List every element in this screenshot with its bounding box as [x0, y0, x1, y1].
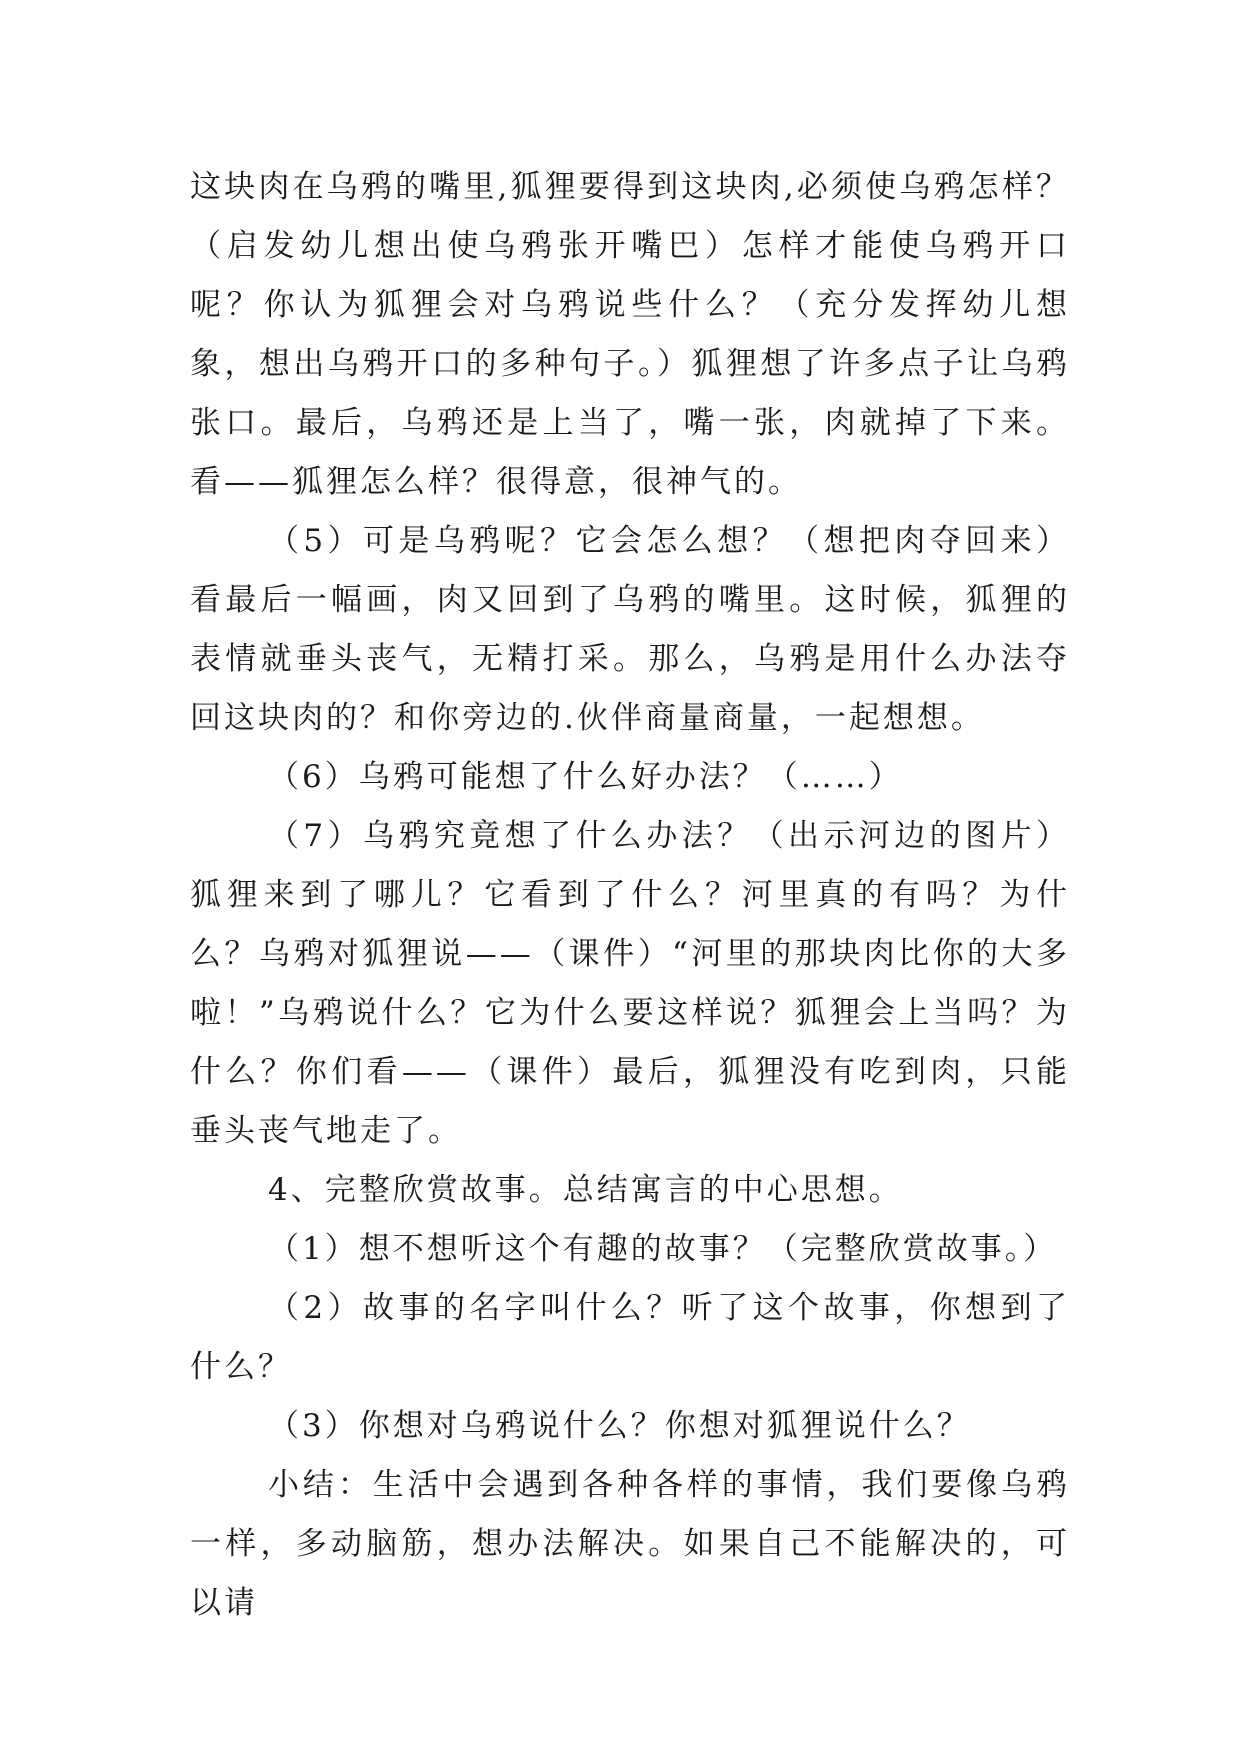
paragraph-1: 这块肉在乌鸦的嘴里,狐狸要得到这块肉,必须使乌鸦怎样？（启发幼儿想出使乌鸦张开嘴巴）怎样才能使乌鸦开口呢？你认为狐狸会对乌鸦说些什么？（充分发挥幼儿想象，想出乌鸦开口的多种句子。）狐狸想了许多点子让乌鸦张口。最后，乌鸦还是上当了，嘴一张，肉就掉了下来。看——狐狸怎么样？很得意，很神气的。 — [190, 169, 1070, 500]
paragraph-5: 4、完整欣赏故事。总结寓言的中心思想。 — [268, 1172, 903, 1208]
paragraph-6: （1）想不想听这个有趣的故事？（完整欣赏故事。） — [268, 1231, 1058, 1267]
paragraph-3: （6）乌鸦可能想了什么好办法？（……） — [268, 759, 903, 795]
paragraph-8: （3）你想对乌鸦说什么？你想对狐狸说什么？ — [268, 1408, 971, 1444]
paragraph-2: （5）可是乌鸦呢？它会怎么想？（想把肉夺回来）看最后一幅画，肉又回到了乌鸦的嘴里。这时候，狐狸的表情就垂头丧气，无精打采。那么，乌鸦是用什么办法夺回这块肉的？和你旁边的.伙伴商量商量，一起想想。 — [190, 523, 1070, 736]
paragraph-7: （2）故事的名字叫什么？听了这个故事，你想到了什么？ — [190, 1290, 1070, 1385]
paragraph-9: 小结：生活中会遇到各种各样的事情，我们要像乌鸦一样，多动脑筋，想办法解决。如果自己不能解决的，可以请 — [190, 1467, 1070, 1621]
document-body — [190, 158, 1070, 1633]
paragraph-4: （7）乌鸦究竟想了什么办法？（出示河边的图片）狐狸来到了哪儿？它看到了什么？河里真的有吗？为什么？乌鸦对狐狸说——（课件）“河里的那块肉比你的大多啦！”乌鸦说什么？它为什么要这样说？狐狸会上当吗？为什么？你们看——（课件）最后，狐狸没有吃到肉，只能垂头丧气地走了。 — [190, 818, 1070, 1149]
